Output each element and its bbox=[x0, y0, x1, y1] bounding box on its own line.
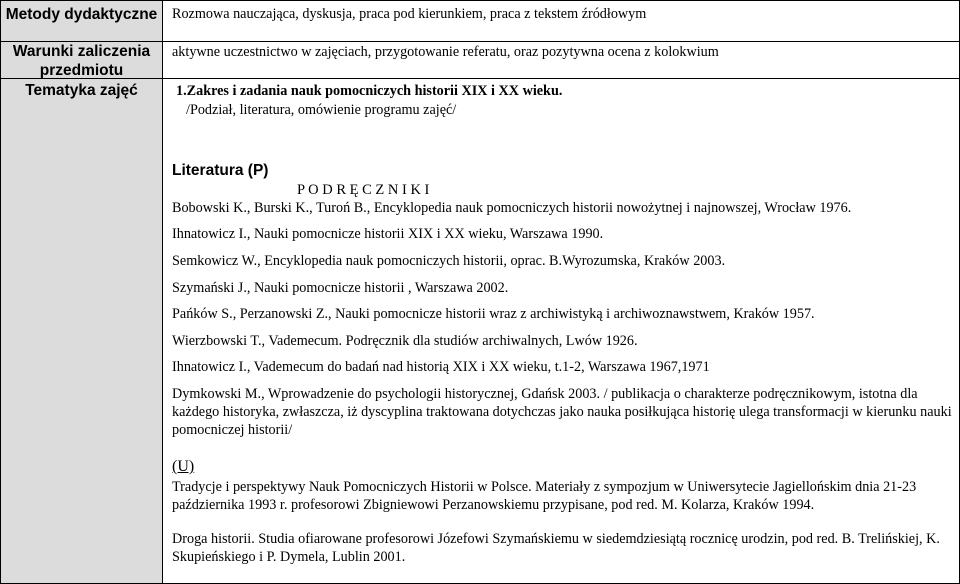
literature-item: Semkowicz W., Encyklopedia nauk pomocniczych historii, oprac. B.Wyrozumska, Kraków 2003. bbox=[172, 253, 726, 269]
literature-item: Wierzbowski T., Vademecum. Podręcznik dla studiów archiwalnych, Lwów 1926. bbox=[172, 333, 638, 349]
literature-item-dymkowski: Dymkowski M., Wprowadzenie do psychologii historycznej, Gdańsk 2003. / publikacja o charakterze podręcznikowym, istotna dla każdego historyka, zwłaszcza, iż dyscyplina traktowana dotychczas jako nauka posiłkująca historię ulega transformacji w kierunku nauki pomocniczej historii/ bbox=[172, 386, 952, 438]
topic-title: 1.Zakres i zadania nauk pomocniczych historii XIX i XX wieku. bbox=[176, 83, 563, 99]
literature-item: Ihnatowicz I., Nauki pomocnicze historii XIX i XX wieku, Warszawa 1990. bbox=[172, 226, 604, 242]
label-tematyka: Tematyka zajęć bbox=[25, 82, 138, 99]
metody-text: Rozmowa nauczająca, dyskusja, praca pod kierunkiem, praca z tekstem źródłowym bbox=[172, 6, 647, 22]
literature-item: Pańków S., Perzanowski Z., Nauki pomocnicze historii wraz z archiwistyką i archiwoznawstwem, Kraków 1957. bbox=[172, 306, 815, 322]
table-border-top bbox=[0, 0, 960, 1]
label-metody: Metody dydaktyczne bbox=[5, 6, 158, 23]
label-warunki: Warunki zaliczenia przedmiotu bbox=[12, 43, 151, 79]
topic-subtitle: /Podział, literatura, omówienie programu zajęć/ bbox=[186, 102, 457, 118]
literature-item: Bobowski K., Burski K., Turoń B., Encyklopedia nauk pomocniczych historii nowożytnej i najnowszej, Wrocław 1976. bbox=[172, 200, 852, 216]
podreczniki-heading: P O D R Ę C Z N I K I bbox=[297, 182, 430, 198]
literature-item: Szymański J., Nauki pomocnicze historii , Warszawa 2002. bbox=[172, 280, 509, 296]
literatura-heading: Literatura (P) bbox=[172, 162, 269, 179]
supplementary-item: Tradycje i perspektywy Nauk Pomocniczych Historii w Polsce. Materiały z sympozjum w Uniwersytecie Jagiellońskim dnia 21-23 października 1993 r. profesorowi Zbigniewowi Perzanowskiemu przypisane, pod red. M. Kolarza, Kraków 1994. bbox=[172, 479, 917, 513]
warunki-text: aktywne uczestnictwo w zajęciach, przygotowanie referatu, oraz pozytywna ocena z kolokwium bbox=[172, 44, 719, 60]
uzupelniajaca-heading: (U) bbox=[172, 458, 195, 475]
literature-item: Ihnatowicz I., Vademecum do badań nad historią XIX i XX wieku, t.1-2, Warszawa 1967,1971 bbox=[172, 359, 710, 375]
supplementary-item: Droga historii. Studia ofiarowane profesorowi Józefowi Szymańskiemu w siedemdziesiątą rocznicę urodzin, pod red. B. Trelińskiej, K. Skupieńskiego i P. Dymela, Lublin 2001. bbox=[172, 531, 940, 565]
